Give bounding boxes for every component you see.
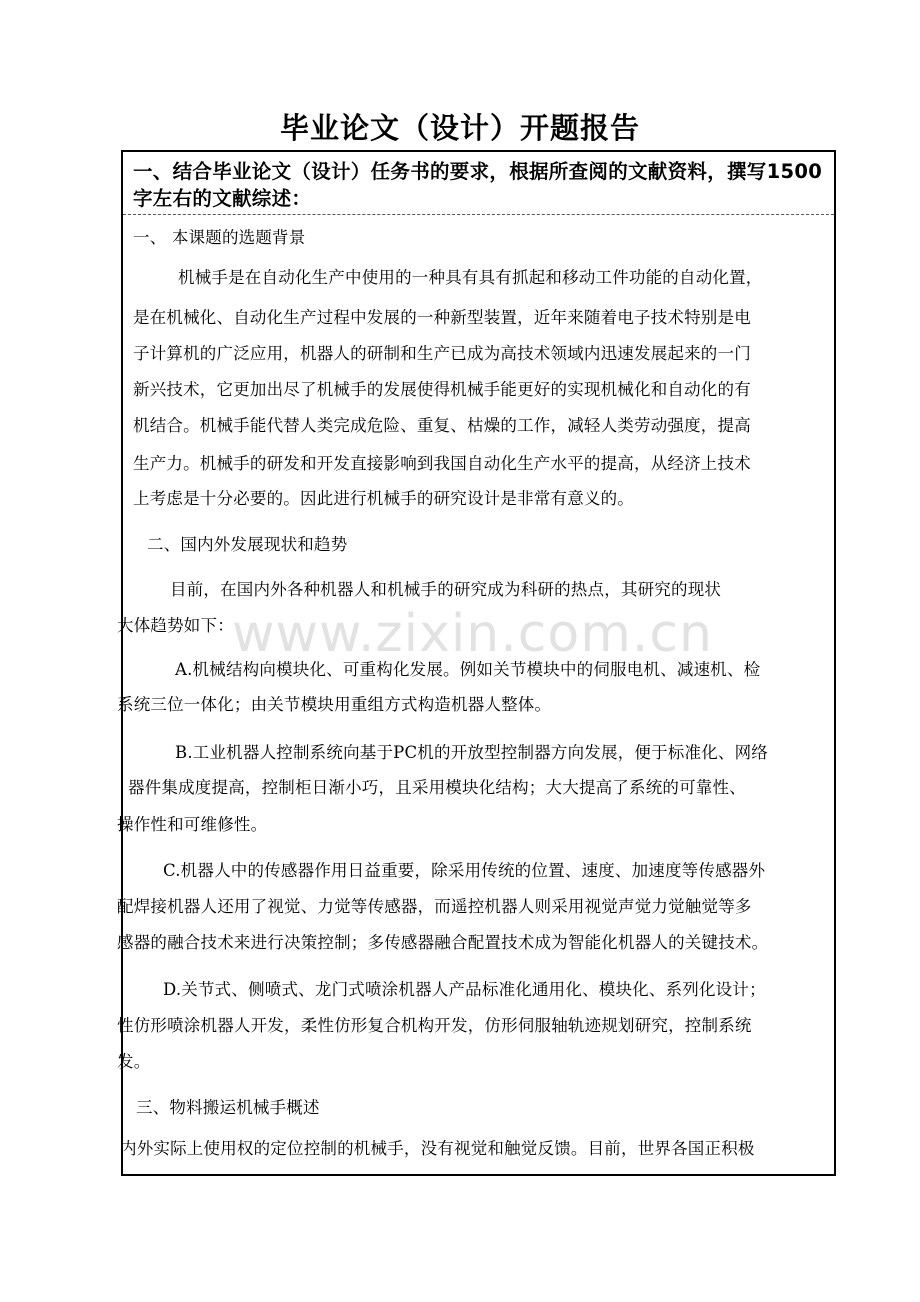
- paragraph-line: 生产力。机械手的研发和开发直接影响到我国自动化生产水平的提高，从经济上技术: [133, 454, 751, 473]
- list-item-b-line: B.工业机器人控制系统向基于PC机的开放型控制器方向发展，便于标准化、网络: [175, 743, 768, 762]
- list-item-a-line: A.机械结构向模块化、可重构化发展。例如关节模块中的伺服电机、减速机、检: [175, 660, 761, 679]
- list-item-c-line: 感器的融合技术来进行决策控制；多传感器融合配置技术成为智能化机器人的关键技术。: [117, 933, 769, 952]
- list-item-b-line: 操作性和可维修性。: [117, 815, 268, 834]
- list-item-a-line: 系统三位一体化；由关节模块用重组方式构造机器人整体。: [117, 695, 552, 714]
- list-item-d-line: D.关节式、侧喷式、龙门式喷涂机器人产品标准化通用化、模块化、系列化设计；: [163, 980, 766, 999]
- paragraph-line: 大体趋势如下：: [117, 616, 234, 635]
- paragraph-line: 机械手是在自动化生产中使用的一种具有具有抓起和移动工件功能的自动化置，: [178, 268, 763, 287]
- paragraph-line: 上考虑是十分必要的。因此进行机械手的研究设计是非常有意义的。: [133, 489, 634, 508]
- paragraph-line: 目前，在国内外各种机器人和机械手的研究成为科研的热点，其研究的现状: [170, 580, 722, 599]
- paragraph-line: 机结合。机械手能代替人类完成危险、重复、枯燥的工作，减轻人类劳动强度，提高: [133, 416, 751, 435]
- list-item-c-line: 配焊接机器人还用了视觉、力觉等传感器，而遥控机器人则采用视觉声觉力觉触觉等多: [117, 897, 752, 916]
- site-watermark: www.zixin.com.cn: [232, 604, 713, 664]
- paragraph-line: 子计算机的广泛应用，机器人的研制和生产已成为高技术领域内迅速发展起来的一门: [133, 344, 751, 363]
- subsection-title-overview: 三、物料搬运机械手概述: [136, 1098, 320, 1117]
- paragraph-line: 新兴技术，它更加出尽了机械手的发展使得机械手能更好的实现机械化和自动化的有: [133, 380, 751, 399]
- list-item-d-line: 发。: [117, 1052, 151, 1071]
- subsection-title-status: 二、国内外发展现状和趋势: [147, 535, 348, 554]
- list-item-d-line: 性仿形喷涂机器人开发，柔性仿形复合机构开发，仿形伺服轴轨迹规划研究，控制系统: [117, 1016, 752, 1035]
- list-item-b-line: 器件集成度提高，控制柜日渐小巧，且采用模块化结构；大大提高了系统的可靠性、: [128, 778, 746, 797]
- paragraph-line: 内外实际上使用权的定位控制的机械手，没有视觉和触觉反馈。目前，世界各国正积极: [120, 1139, 755, 1158]
- list-item-c-line: C.机器人中的传感器作用日益重要，除采用传统的位置、速度、加速度等传感器外: [163, 861, 766, 880]
- section-heading: 一、结合毕业论文（设计）任务书的要求，根据所查阅的文献资料，撰写1500字左右的文献综述：: [133, 160, 823, 210]
- subsection-title-background: 一、 本课题的选题背景: [133, 228, 306, 247]
- heading-divider: [123, 214, 834, 215]
- paragraph-line: 是在机械化、自动化生产过程中发展的一种新型装置，近年来随着电子技术特别是电: [133, 308, 751, 327]
- document-title: 毕业论文（设计）开题报告: [279, 111, 640, 145]
